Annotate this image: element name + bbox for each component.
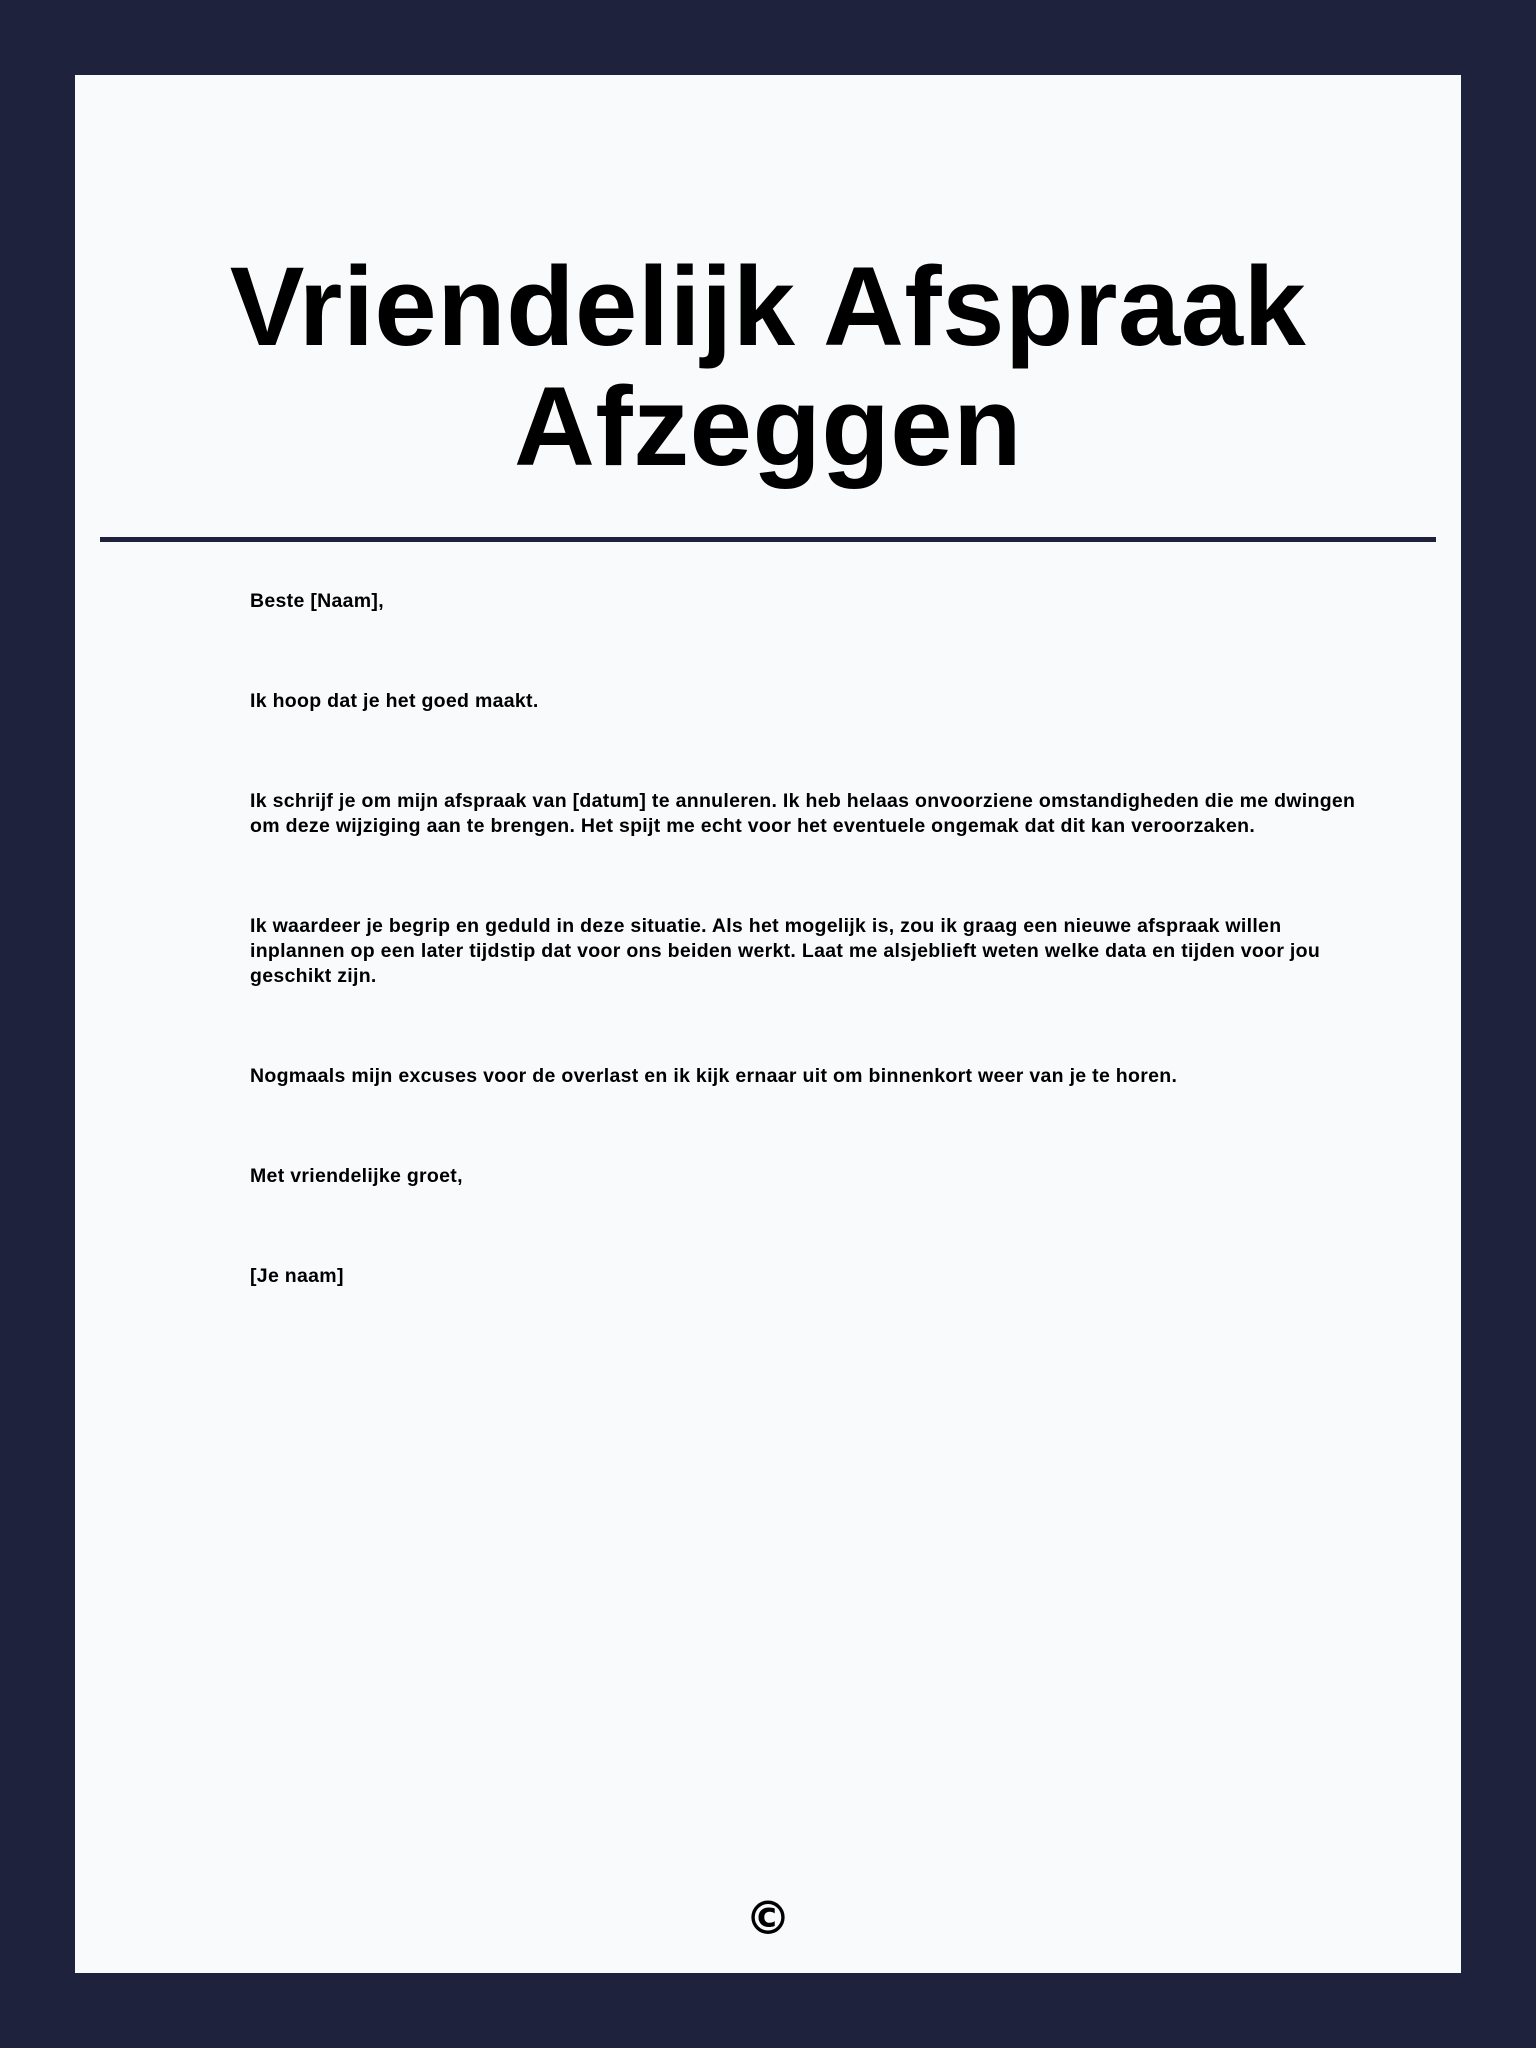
title-divider [100,537,1436,542]
letter-paragraph-reschedule: Ik waardeer je begrip en geduld in deze situatie. Als het mogelijk is, zou ik graag een nieuwe afspraak willen inplannen op een later tijdstip dat voor ons beiden werkt. Laat me alsjeblieft weten welke data en tijden voor jou geschikt zijn. [250,915,1321,987]
letter-salutation: Beste [Naam], [250,590,384,612]
letter-signature: [Je naam] [250,1265,344,1287]
copyright-icon: © [745,1891,791,1945]
letter-paragraph-cancellation: Ik schrijf je om mijn afspraak van [datum] te annuleren. Ik heb helaas onvoorziene omstandigheden die me dwingen om deze wijziging aan te brengen. Het spijt me echt voor het eventuele ongemak dat dit kan veroorzaken. [250,790,1356,837]
letter-page [75,75,1461,1973]
letter-paragraph-apology: Nogmaals mijn excuses voor de overlast en ik kijk ernaar uit om binnenkort weer van je te horen. [250,1065,1178,1087]
letter-closing: Met vriendelijke groet, [250,1165,463,1187]
page-title: Vriendelijk Afspraak Afzeggen [229,244,1307,489]
letter-paragraph-greeting: Ik hoop dat je het goed maakt. [250,690,539,712]
letter-body [250,589,1360,1364]
